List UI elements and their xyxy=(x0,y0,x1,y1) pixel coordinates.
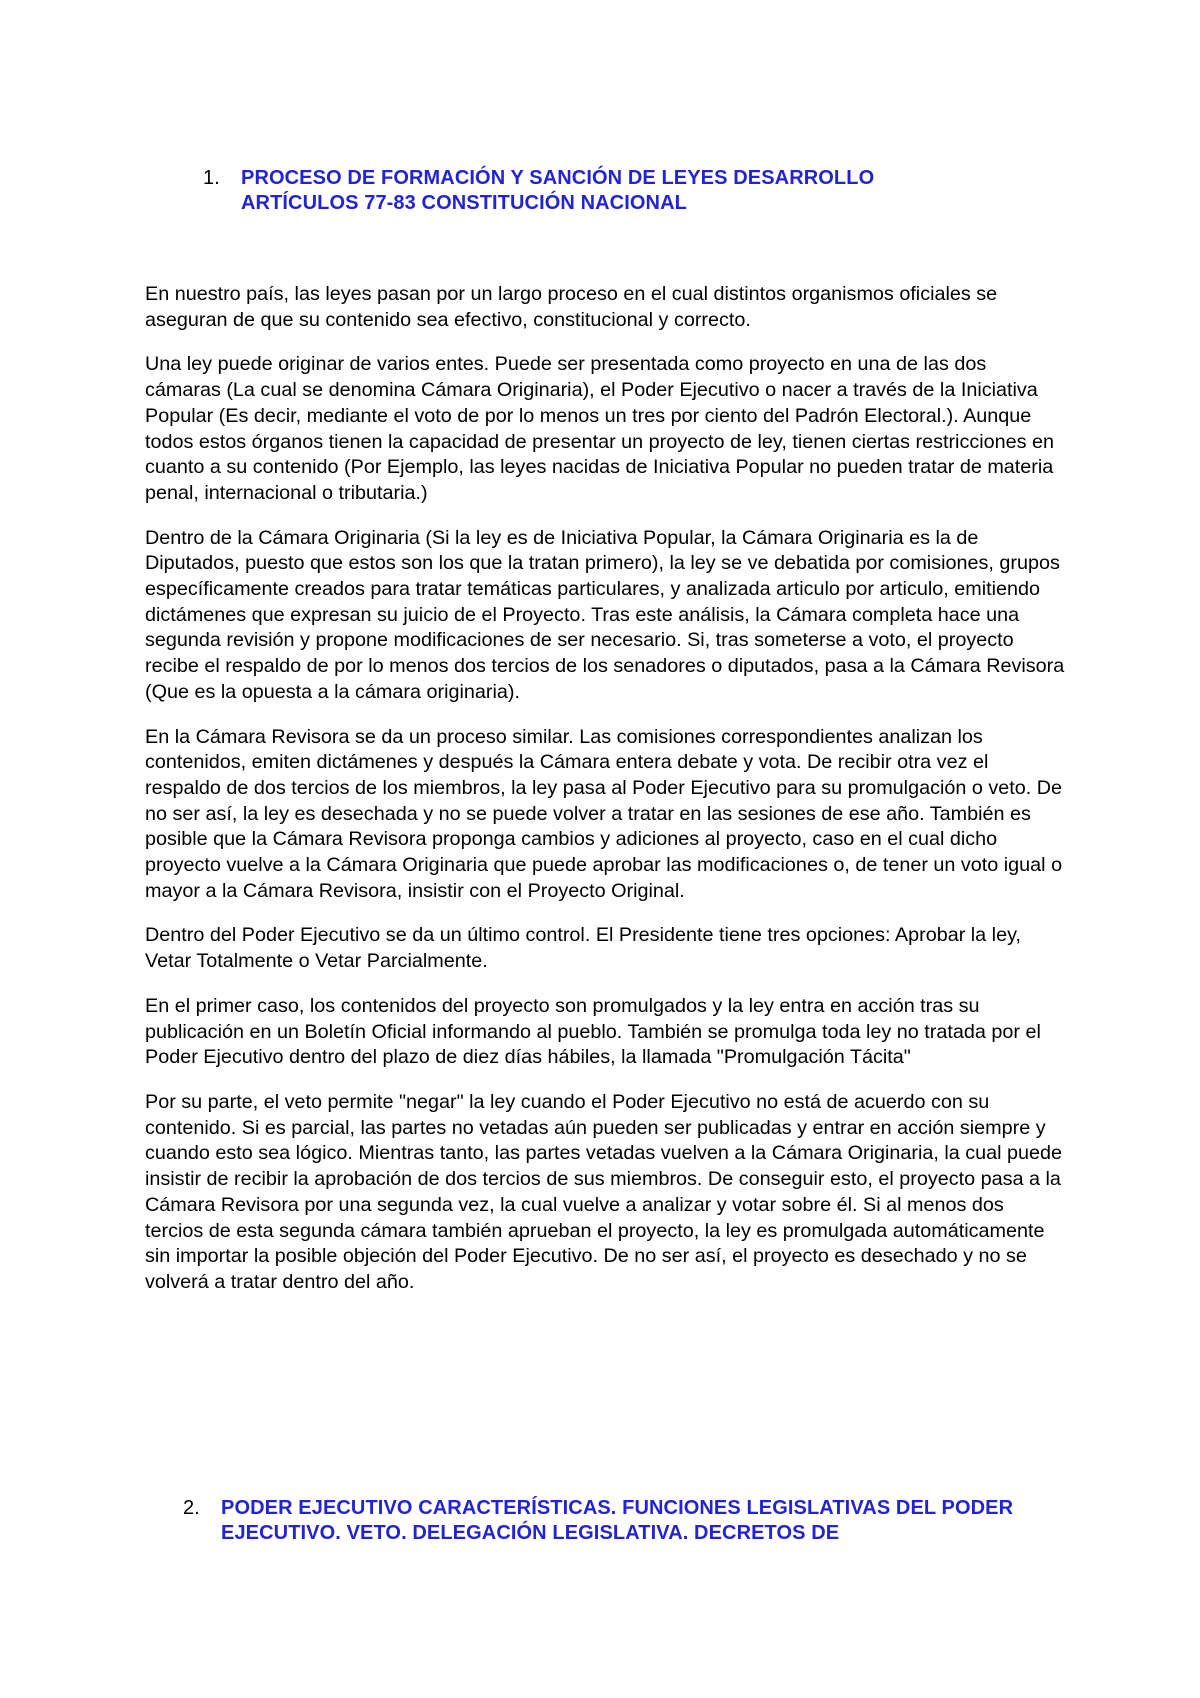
paragraph: Dentro del Poder Ejecutivo se da un último control. El Presidente tiene tres opciones: Aprobar la ley, Vetar Totalmente o Vetar Parcialmente. xyxy=(145,924,1021,973)
section-2-title: PODER EJECUTIVO CARACTERÍSTICAS. FUNCIONES LEGISLATIVAS DEL PODER EJECUTIVO. VETO. DELEGACIÓN LEGISLATIVA. DECRETOS DE xyxy=(221,1497,1014,1544)
paragraph: Dentro de la Cámara Originaria (Si la ley es de Iniciativa Popular, la Cámara Originaria es la de Diputados, puesto que estos son los que la tratan primero), la ley se ve debatida por comisiones, grupos específicamente creados para tratar temáticas particulares, y analizada articulo por articulo, emitiendo dictámenes que expresan su juicio de el Proyecto. Tras este análisis, la Cámara completa hace una segunda revisión y propone modificaciones de ser necesario. Si, tras someterse a voto, el proyecto recibe el respaldo de por lo menos dos tercios de los senadores o diputados, pasa a la Cámara Revisora (Que es la opuesta a la cámara originaria). xyxy=(145,526,1065,703)
paragraph: En el primer caso, los contenidos del proyecto son promulgados y la ley entra en acción tras su publicación en un Boletín Oficial informando al pueblo. También se promulga toda ley no tratada por el Poder Ejecutivo dentro del plazo de diez días hábiles, la llamada "Promulgación Tácita" xyxy=(145,994,1041,1069)
section-2-number: 2. xyxy=(183,1497,200,1519)
paragraph: Una ley puede originar de varios entes. Puede ser presentada como proyecto en una de las dos cámaras (La cual se denomina Cámara Originaria), el Poder Ejecutivo o nacer a través de la Iniciativa Popular (Es decir, mediante el voto de por lo menos un tres por ciento del Padrón Electoral.). Aunque todos estos órganos tienen la capacidad de presentar un proyecto de ley, tienen ciertas restricciones en cuanto a su contenido (Por Ejemplo, las leyes nacidas de Iniciativa Popular no pueden tratar de materia penal, internacional o tributaria.) xyxy=(145,353,1055,504)
section-1-heading xyxy=(203,166,983,216)
section-2-heading xyxy=(183,1496,1043,1546)
paragraph: Por su parte, el veto permite "negar" la ley cuando el Poder Ejecutivo no está de acuerdo con su contenido. Si es parcial, las partes no vetadas aún pueden ser publicadas y entrar en acción siempre y cuando esto sea lógico. Mientras tanto, las partes vetadas vuelven a la Cámara Originaria, la cual puede insistir de recibir la aprobación de dos tercios de sus miembros. De conseguir esto, el proyecto pasa a la Cámara Revisora por una segunda vez, la cual vuelve a analizar y votar sobre él. Si al menos dos tercios de esta segunda cámara también aprueban el proyecto, la ley es promulgada automáticamente sin importar la posible objeción del Poder Ejecutivo. De no ser así, el proyecto es desechado y no se volverá a tratar dentro del año. xyxy=(145,1090,1063,1293)
paragraph: En la Cámara Revisora se da un proceso similar. Las comisiones correspondientes analizan los contenidos, emiten dictámenes y después la Cámara entera debate y vota. De recibir otra vez el respaldo de dos tercios de los miembros, la ley pasa al Poder Ejecutivo para su promulgación o veto. De no ser así, la ley es desechada y no se puede volver a tratar en las sesiones de ese año. También es posible que la Cámara Revisora proponga cambios y adiciones al proyecto, caso en el cual dicho proyecto vuelve a la Cámara Originaria que puede aprobar las modificaciones o, de tener un voto igual o mayor a la Cámara Revisora, insistir con el Proyecto Original. xyxy=(145,725,1063,902)
paragraph: En nuestro país, las leyes pasan por un largo proceso en el cual distintos organismos oficiales se aseguran de que su contenido sea efectivo, constitucional y correcto. xyxy=(145,283,998,331)
section-1-title: PROCESO DE FORMACIÓN Y SANCIÓN DE LEYES DESARROLLO ARTÍCULOS 77-83 CONSTITUCIÓN NACIONAL xyxy=(241,167,875,214)
body-text xyxy=(145,282,1065,1315)
section-1-number: 1. xyxy=(203,167,220,189)
